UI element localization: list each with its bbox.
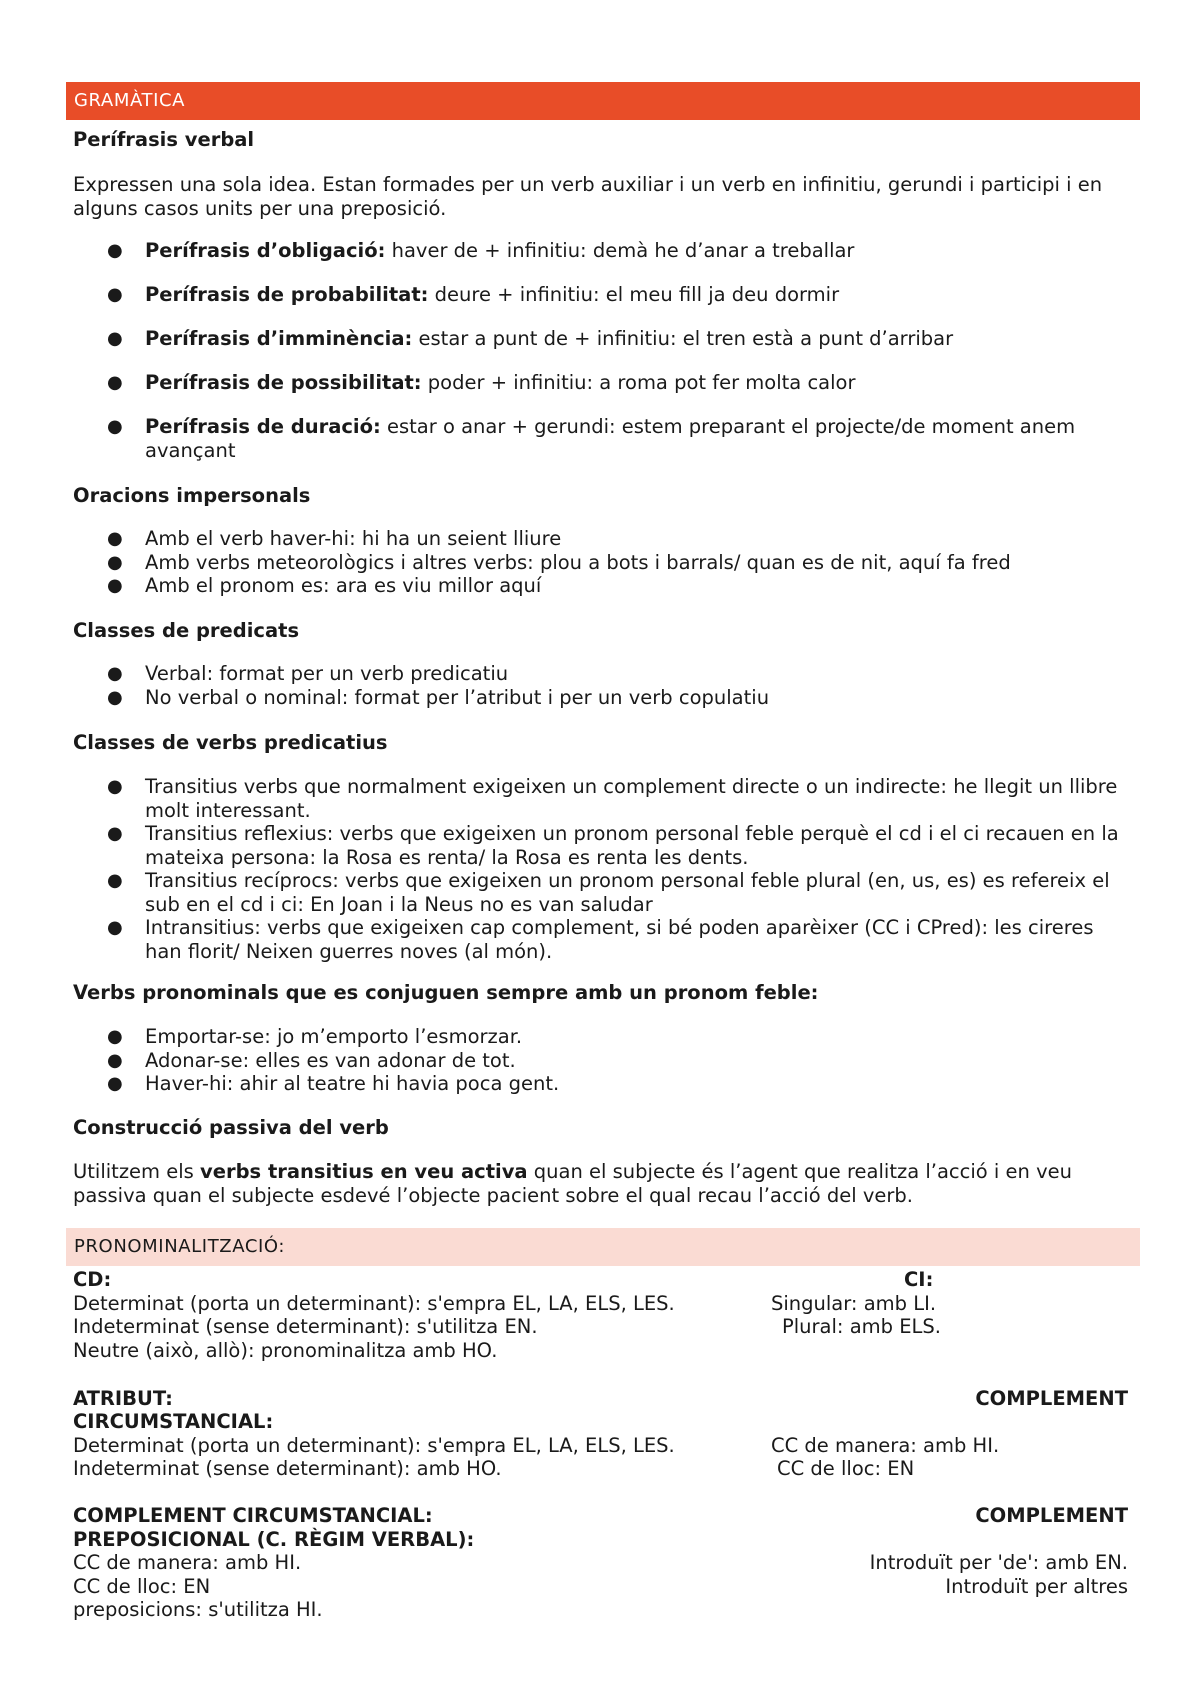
definition: poder + infinitiu: a roma pot fer molta calor bbox=[421, 371, 856, 394]
list-item-text: Transitius verbs que normalment exigeixen un complement directe o un indirecte: he llegit un llibre molt interessant. bbox=[145, 775, 1118, 822]
list-item bbox=[73, 1072, 1135, 1096]
bullet-icon: ● bbox=[107, 1073, 123, 1094]
list-item-text: Transitius reflexius: verbs que exigeixen un pronom personal feble perquè el cd i el ci recauen en la mateixa persona: la Rosa es renta/ la Rosa es renta les dents. bbox=[145, 822, 1119, 869]
list-item bbox=[73, 327, 1135, 371]
bullet-icon: ● bbox=[107, 1049, 123, 1071]
list-item-text: Transitius recíprocs: verbs que exigeixen un pronom personal feble plural (en, us, es) es refereix el sub en el cd i ci: En Joan i la Neus no es van saludar bbox=[145, 869, 1110, 916]
definition: estar a punt de + infinitiu: el tren està a punt d’arribar bbox=[412, 327, 954, 350]
term: Perífrasis de probabilitat: bbox=[145, 283, 429, 306]
term: Perífrasis d’imminència: bbox=[145, 327, 413, 350]
list-item bbox=[73, 283, 1135, 327]
cc-line: CC de manera: amb HI. bbox=[771, 1434, 1000, 1457]
cd-line: Indeterminat (sense determinant): s'utilitza EN. bbox=[73, 1315, 538, 1338]
definition: estar o anar + gerundi: estem preparant el projecte/de moment anem avançant bbox=[145, 415, 1076, 462]
ci-line: Singular: amb LI. bbox=[771, 1292, 937, 1315]
bullet-icon: ● bbox=[107, 1026, 123, 1047]
heading-passiva: Construcció passiva del verb bbox=[73, 1116, 389, 1139]
ci-line: Plural: amb ELS. bbox=[782, 1315, 941, 1338]
bullet-icon: ● bbox=[107, 686, 123, 708]
list-item bbox=[73, 916, 1135, 963]
atribut-title: ATRIBUT: bbox=[73, 1387, 173, 1410]
list-item-text: Amb el pronom es: ara es viu millor aquí bbox=[145, 574, 542, 597]
list-item bbox=[73, 527, 1135, 551]
list-item-text: Adonar-se: elles es van adonar de tot. bbox=[145, 1048, 516, 1072]
list-item-text: Emportar-se: jo m’emporto l’esmorzar. bbox=[145, 1025, 523, 1048]
cc-line: CC de lloc: EN bbox=[777, 1457, 915, 1480]
text: Utilitzem els bbox=[73, 1160, 201, 1183]
list-item bbox=[73, 662, 1135, 686]
prep-line: Introduït per altres bbox=[945, 1575, 1128, 1598]
cc-line: preposicions: s'utilitza HI. bbox=[73, 1598, 323, 1621]
definition: deure + infinitiu: el meu fill ja deu dormir bbox=[428, 283, 840, 306]
list-item bbox=[73, 239, 1135, 283]
term: Perífrasis de duració: bbox=[145, 415, 381, 438]
bullet-icon: ● bbox=[107, 776, 123, 797]
list-verbs-predicatius bbox=[73, 775, 1135, 963]
heading-impersonals: Oracions impersonals bbox=[73, 484, 311, 507]
list-item bbox=[73, 775, 1135, 822]
atribut-line: Indeterminat (sense determinant): amb HO. bbox=[73, 1457, 502, 1480]
term: Perífrasis de possibilitat: bbox=[145, 371, 422, 394]
list-item-text: Amb el verb haver-hi: hi ha un seient lliure bbox=[145, 527, 562, 550]
cd-title: CD: bbox=[73, 1268, 112, 1291]
list-item bbox=[73, 822, 1135, 869]
paragraph-perifrasis-intro: Expressen una sola idea. Estan formades per un verb auxiliar i un verb en infinitiu, gerundi i participi i en alguns casos units per una preposició. bbox=[73, 173, 1103, 220]
heading-predicats: Classes de predicats bbox=[73, 619, 300, 642]
bullet-icon: ● bbox=[107, 870, 123, 891]
list-item bbox=[73, 415, 1135, 462]
heading-verbs-predicatius: Classes de verbs predicatius bbox=[73, 731, 388, 754]
list-item-text: Intransitius: verbs que exigeixen cap complement, si bé poden aparèixer (CC i CPred): les cireres han florit/ Neixen guerres noves (al món). bbox=[145, 916, 1094, 963]
heading-pronominals: Verbs pronominals que es conjuguen sempre amb un pronom feble: bbox=[73, 981, 819, 1004]
prep-title-cont: PREPOSICIONAL (C. RÈGIM VERBAL): bbox=[73, 1528, 475, 1551]
term: Perífrasis d’obligació: bbox=[145, 239, 386, 262]
banner-title: GRAMÀTICA bbox=[74, 90, 186, 112]
list-item bbox=[73, 1049, 1135, 1073]
bullet-icon: ● bbox=[107, 528, 123, 549]
definition: haver de + infinitiu: demà he d’anar a treballar bbox=[385, 239, 855, 262]
complement-title-cont: CIRCUMSTANCIAL: bbox=[73, 1410, 274, 1433]
list-impersonals bbox=[73, 527, 1135, 598]
list-item bbox=[73, 1025, 1135, 1049]
list-item-text: Amb verbs meteorològics i altres verbs: plou a bots i barrals/ quan es de nit, aquí fa fred bbox=[145, 550, 1011, 574]
atribut-line: Determinat (porta un determinant): s'empra EL, LA, ELS, LES. bbox=[73, 1434, 675, 1457]
cc-line: CC de manera: amb HI. bbox=[73, 1551, 302, 1574]
heading-perifrasis: Perífrasis verbal bbox=[73, 128, 255, 151]
cd-line: Neutre (això, allò): pronominalitza amb HO. bbox=[73, 1339, 498, 1362]
bullet-icon: ● bbox=[107, 328, 123, 349]
paragraph-passiva bbox=[73, 1160, 1135, 1207]
prep-line: Introduït per 'de': amb EN. bbox=[869, 1551, 1128, 1574]
list-item bbox=[73, 371, 1135, 415]
cd-line: Determinat (porta un determinant): s'empra EL, LA, ELS, LES. bbox=[73, 1292, 675, 1315]
section-banner-pronominalitzacio bbox=[66, 1228, 1140, 1266]
bullet-icon: ● bbox=[107, 917, 123, 938]
list-pronominals bbox=[73, 1025, 1135, 1096]
prep-title: COMPLEMENT bbox=[975, 1504, 1128, 1527]
bullet-icon: ● bbox=[107, 372, 123, 393]
list-item bbox=[73, 686, 1135, 710]
list-item bbox=[73, 574, 1135, 598]
cc-title: COMPLEMENT CIRCUMSTANCIAL: bbox=[73, 1504, 433, 1527]
section-banner-gramatica bbox=[66, 82, 1140, 120]
bullet-icon: ● bbox=[107, 823, 123, 844]
ci-title: CI: bbox=[904, 1268, 934, 1291]
complement-title: COMPLEMENT bbox=[975, 1387, 1128, 1410]
list-item bbox=[73, 869, 1135, 916]
bullet-icon: ● bbox=[107, 284, 123, 305]
list-perifrasis bbox=[73, 239, 1135, 462]
bullet-icon: ● bbox=[107, 663, 123, 684]
bullet-icon: ● bbox=[107, 575, 123, 596]
bullet-icon: ● bbox=[107, 240, 123, 261]
list-item bbox=[73, 551, 1135, 575]
text: quan el subjecte és l’agent que realitza l’acció i en veu passiva quan el subjecte esdevé l’objecte pacient sobre el qual recau l’acció del verb. bbox=[73, 1160, 1072, 1207]
bullet-icon: ● bbox=[107, 551, 123, 573]
cc-line: CC de lloc: EN bbox=[73, 1575, 211, 1598]
emphasis: verbs transitius en veu activa bbox=[200, 1160, 528, 1183]
list-item-text: No verbal o nominal: format per l’atribut i per un verb copulatiu bbox=[145, 685, 770, 709]
list-item-text: Haver-hi: ahir al teatre hi havia poca gent. bbox=[145, 1072, 560, 1095]
list-predicats bbox=[73, 662, 1135, 709]
bullet-icon: ● bbox=[107, 416, 123, 437]
banner-title: PRONOMINALITZACIÓ: bbox=[74, 1236, 286, 1258]
list-item-text: Verbal: format per un verb predicatiu bbox=[145, 662, 509, 685]
